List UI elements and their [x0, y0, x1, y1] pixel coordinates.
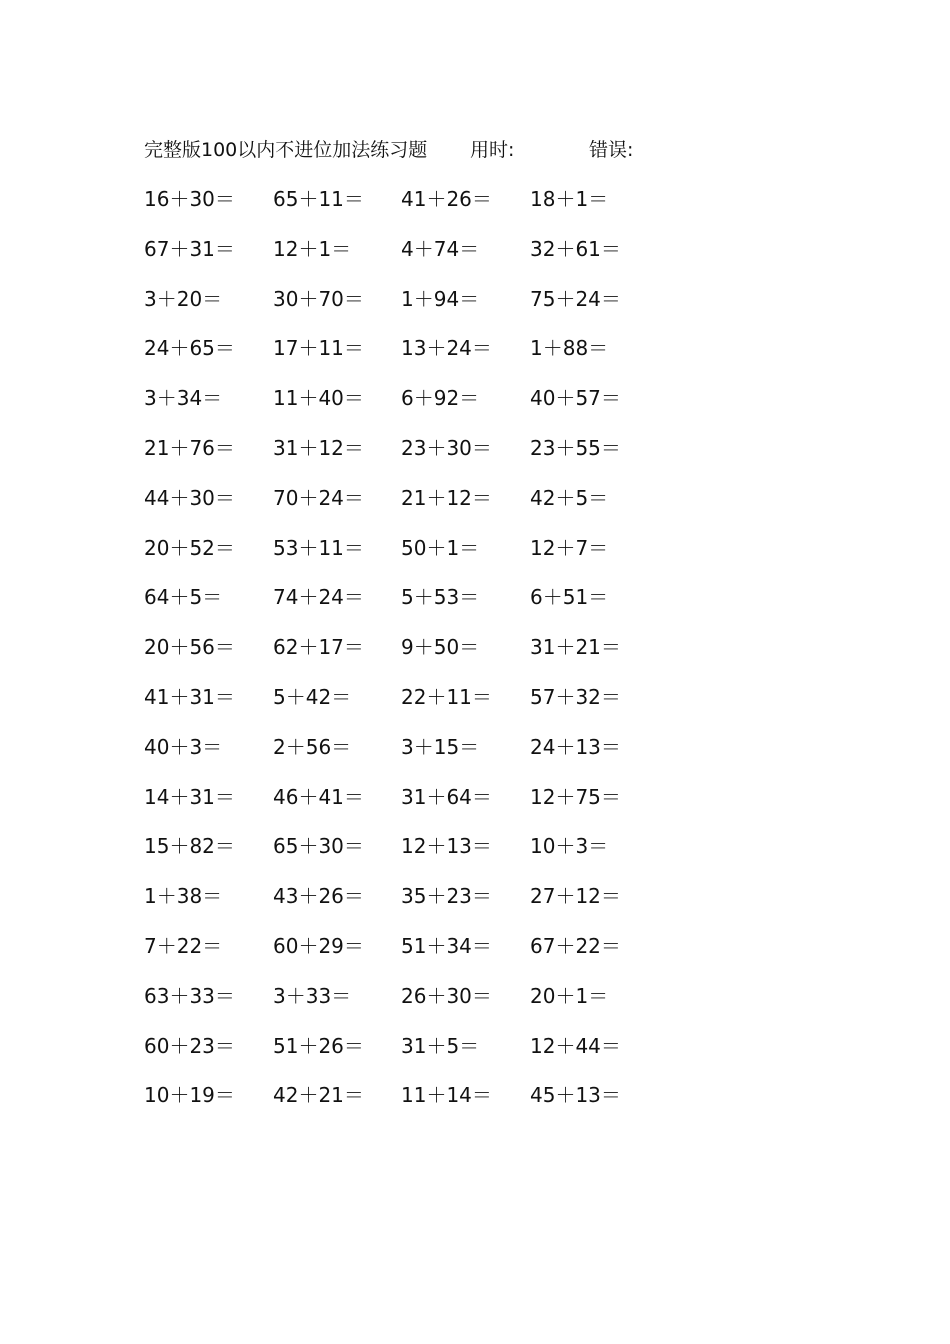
addition-problem: 67＋22＝ — [530, 933, 621, 958]
addition-problem: 50＋1＝ — [401, 535, 480, 560]
addition-problem: 60＋29＝ — [273, 933, 364, 958]
problem-row — [0, 335, 950, 385]
addition-problem: 57＋32＝ — [530, 684, 621, 709]
addition-problem: 51＋34＝ — [401, 933, 492, 958]
problem-row — [0, 1082, 950, 1132]
problem-grid — [0, 186, 950, 1132]
addition-problem: 3＋20＝ — [144, 286, 223, 311]
addition-problem: 20＋56＝ — [144, 635, 235, 660]
addition-problem: 43＋26＝ — [273, 884, 364, 909]
addition-problem: 1＋94＝ — [401, 286, 480, 311]
addition-problem: 40＋57＝ — [530, 386, 621, 411]
addition-problem: 20＋1＝ — [530, 983, 609, 1008]
problem-row — [0, 883, 950, 933]
problem-row — [0, 435, 950, 485]
addition-problem: 16＋30＝ — [144, 187, 235, 211]
problem-row — [0, 1033, 950, 1083]
addition-problem: 3＋15＝ — [401, 734, 480, 759]
addition-problem: 9＋50＝ — [401, 635, 480, 660]
problem-row — [0, 485, 950, 535]
addition-problem: 10＋19＝ — [144, 1083, 235, 1108]
addition-problem: 24＋65＝ — [144, 336, 235, 361]
addition-problem: 42＋21＝ — [273, 1083, 364, 1108]
problem-row — [0, 385, 950, 435]
problem-row — [0, 535, 950, 585]
problem-row — [0, 236, 950, 286]
addition-problem: 64＋5＝ — [144, 585, 223, 610]
addition-problem: 60＋23＝ — [144, 1033, 235, 1058]
problem-row — [0, 186, 950, 236]
addition-problem: 31＋5＝ — [401, 1033, 480, 1058]
addition-problem: 12＋13＝ — [401, 834, 492, 859]
addition-problem: 12＋1＝ — [273, 236, 352, 261]
addition-problem: 40＋3＝ — [144, 734, 223, 759]
addition-problem: 18＋1＝ — [530, 187, 609, 211]
addition-problem: 6＋92＝ — [401, 386, 480, 411]
addition-problem: 20＋52＝ — [144, 535, 235, 560]
addition-problem: 11＋40＝ — [273, 386, 364, 411]
addition-problem: 12＋44＝ — [530, 1033, 621, 1058]
addition-problem: 41＋26＝ — [401, 187, 492, 211]
addition-problem: 5＋53＝ — [401, 585, 480, 610]
addition-problem: 4＋74＝ — [401, 236, 480, 261]
addition-problem: 23＋30＝ — [401, 435, 492, 460]
addition-problem: 23＋55＝ — [530, 435, 621, 460]
addition-problem: 14＋31＝ — [144, 784, 235, 809]
addition-problem: 10＋3＝ — [530, 834, 609, 859]
addition-problem: 51＋26＝ — [273, 1033, 364, 1058]
addition-problem: 1＋38＝ — [144, 884, 223, 909]
addition-problem: 53＋11＝ — [273, 535, 364, 560]
problem-row — [0, 784, 950, 834]
addition-problem: 3＋34＝ — [144, 386, 223, 411]
addition-problem: 31＋12＝ — [273, 435, 364, 460]
addition-problem: 17＋11＝ — [273, 336, 364, 361]
worksheet-title: 完整版100以内不进位加法练习题 — [144, 139, 428, 161]
addition-problem: 42＋5＝ — [530, 485, 609, 510]
addition-problem: 21＋76＝ — [144, 435, 235, 460]
problem-row — [0, 584, 950, 634]
addition-problem: 31＋21＝ — [530, 635, 621, 660]
addition-problem: 65＋11＝ — [273, 187, 364, 211]
addition-problem: 67＋31＝ — [144, 236, 235, 261]
addition-problem: 22＋11＝ — [401, 684, 492, 709]
addition-problem: 2＋56＝ — [273, 734, 352, 759]
addition-problem: 62＋17＝ — [273, 635, 364, 660]
addition-problem: 27＋12＝ — [530, 884, 621, 909]
addition-problem: 1＋88＝ — [530, 336, 609, 361]
addition-problem: 46＋41＝ — [273, 784, 364, 809]
addition-problem: 70＋24＝ — [273, 485, 364, 510]
addition-problem: 15＋82＝ — [144, 834, 235, 859]
addition-problem: 24＋13＝ — [530, 734, 621, 759]
addition-problem: 11＋14＝ — [401, 1083, 492, 1108]
addition-problem: 21＋12＝ — [401, 485, 492, 510]
addition-problem: 41＋31＝ — [144, 684, 235, 709]
addition-problem: 12＋7＝ — [530, 535, 609, 560]
addition-problem: 6＋51＝ — [530, 585, 609, 610]
problem-row — [0, 734, 950, 784]
addition-problem: 13＋24＝ — [401, 336, 492, 361]
addition-problem: 74＋24＝ — [273, 585, 364, 610]
addition-problem: 75＋24＝ — [530, 286, 621, 311]
addition-problem: 63＋33＝ — [144, 983, 235, 1008]
addition-problem: 12＋75＝ — [530, 784, 621, 809]
addition-problem: 7＋22＝ — [144, 933, 223, 958]
addition-problem: 30＋70＝ — [273, 286, 364, 311]
problem-row — [0, 833, 950, 883]
problem-row — [0, 286, 950, 336]
addition-problem: 26＋30＝ — [401, 983, 492, 1008]
problem-row — [0, 684, 950, 734]
problem-row — [0, 634, 950, 684]
addition-problem: 3＋33＝ — [273, 983, 352, 1008]
problem-row — [0, 983, 950, 1033]
addition-problem: 35＋23＝ — [401, 884, 492, 909]
problem-row — [0, 933, 950, 983]
addition-problem: 32＋61＝ — [530, 236, 621, 261]
time-label: 用时: — [470, 139, 515, 161]
addition-problem: 44＋30＝ — [144, 485, 235, 510]
error-label: 错误: — [589, 139, 634, 161]
addition-problem: 31＋64＝ — [401, 784, 492, 809]
addition-problem: 5＋42＝ — [273, 684, 352, 709]
addition-problem: 45＋13＝ — [530, 1083, 621, 1108]
addition-problem: 65＋30＝ — [273, 834, 364, 859]
